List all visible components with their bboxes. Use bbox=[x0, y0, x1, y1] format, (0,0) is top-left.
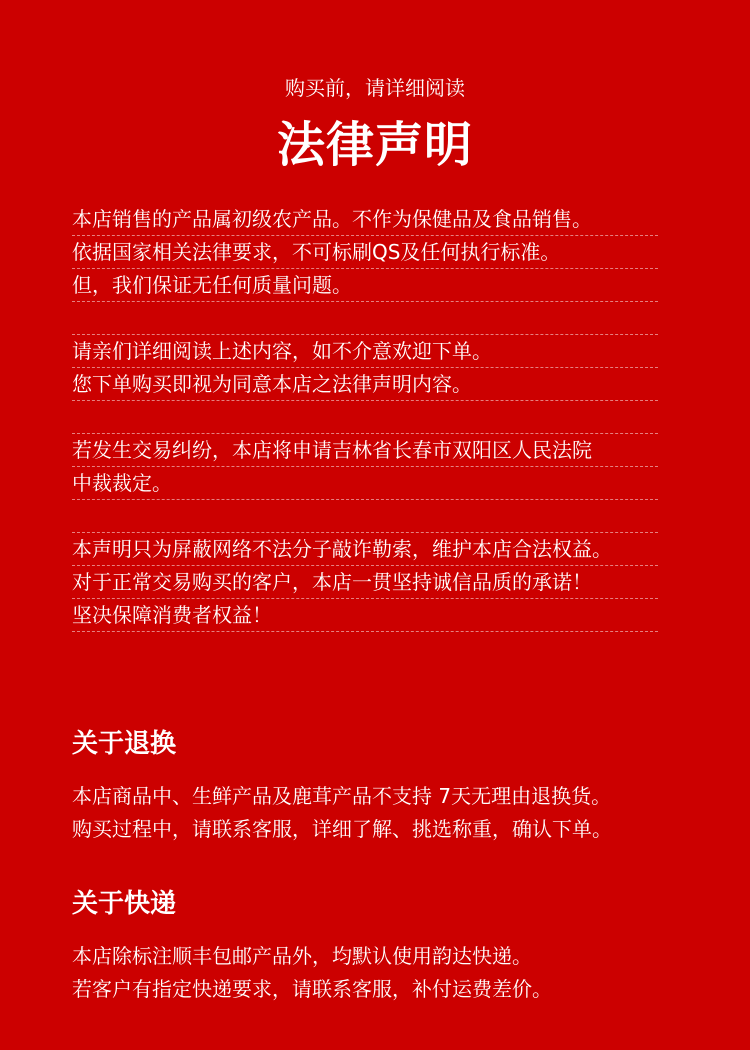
returns-line: 购买过程中，请联系客服，详细了解、挑选称重，确认下单。 bbox=[72, 817, 612, 841]
statement-line bbox=[72, 203, 658, 236]
statement-line-text: 依据国家相关法律要求，不可标刷QS及任何执行标准。 bbox=[72, 240, 561, 264]
returns-line: 本店商品中、生鲜产品及鹿茸产品不支持 7天无理由退换货。 bbox=[72, 784, 612, 808]
statement-line-text: 若发生交易纠纷，本店将申请吉林省长春市双阳区人民法院 bbox=[72, 438, 592, 462]
shipping-line: 若客户有指定快递要求，请联系客服，补付运费差价。 bbox=[72, 977, 552, 1001]
statement-line bbox=[72, 236, 658, 269]
statement-line bbox=[72, 401, 658, 434]
shipping-line: 本店除标注顺丰包邮产品外，均默认使用韵达快递。 bbox=[72, 944, 532, 968]
page-subtitle: 购买前，请详细阅读 bbox=[285, 76, 465, 100]
statement-line bbox=[72, 302, 658, 335]
statement-line-text: 本声明只为屏蔽网络不法分子敲诈勒索，维护本店合法权益。 bbox=[72, 537, 612, 561]
statement-line bbox=[72, 434, 658, 467]
statement-line bbox=[72, 566, 658, 599]
statement-line-text: 坚决保障消费者权益！ bbox=[72, 603, 272, 627]
statement-line bbox=[72, 599, 658, 632]
statement-line-text: 对于正常交易购买的客户，本店一贯坚持诚信品质的承诺！ bbox=[72, 570, 592, 594]
statement-line bbox=[72, 269, 658, 302]
statement-line-text: 但，我们保证无任何质量问题。 bbox=[72, 273, 352, 297]
statement-line bbox=[72, 500, 658, 533]
statement-line bbox=[72, 467, 658, 500]
statement-line bbox=[72, 335, 658, 368]
returns-heading: 关于退换 bbox=[72, 729, 177, 759]
statement-line-text: 中裁裁定。 bbox=[72, 471, 172, 495]
statement-line-text: 请亲们详细阅读上述内容，如不介意欢迎下单。 bbox=[72, 339, 492, 363]
statement-line bbox=[72, 368, 658, 401]
statement-line bbox=[72, 533, 658, 566]
shipping-heading: 关于快递 bbox=[72, 889, 177, 919]
statement-line-text: 您下单购买即视为同意本店之法律声明内容。 bbox=[72, 372, 472, 396]
page-title: 法律声明 bbox=[276, 117, 473, 173]
statement-line-text: 本店销售的产品属初级农产品。不作为保健品及食品销售。 bbox=[72, 207, 592, 231]
